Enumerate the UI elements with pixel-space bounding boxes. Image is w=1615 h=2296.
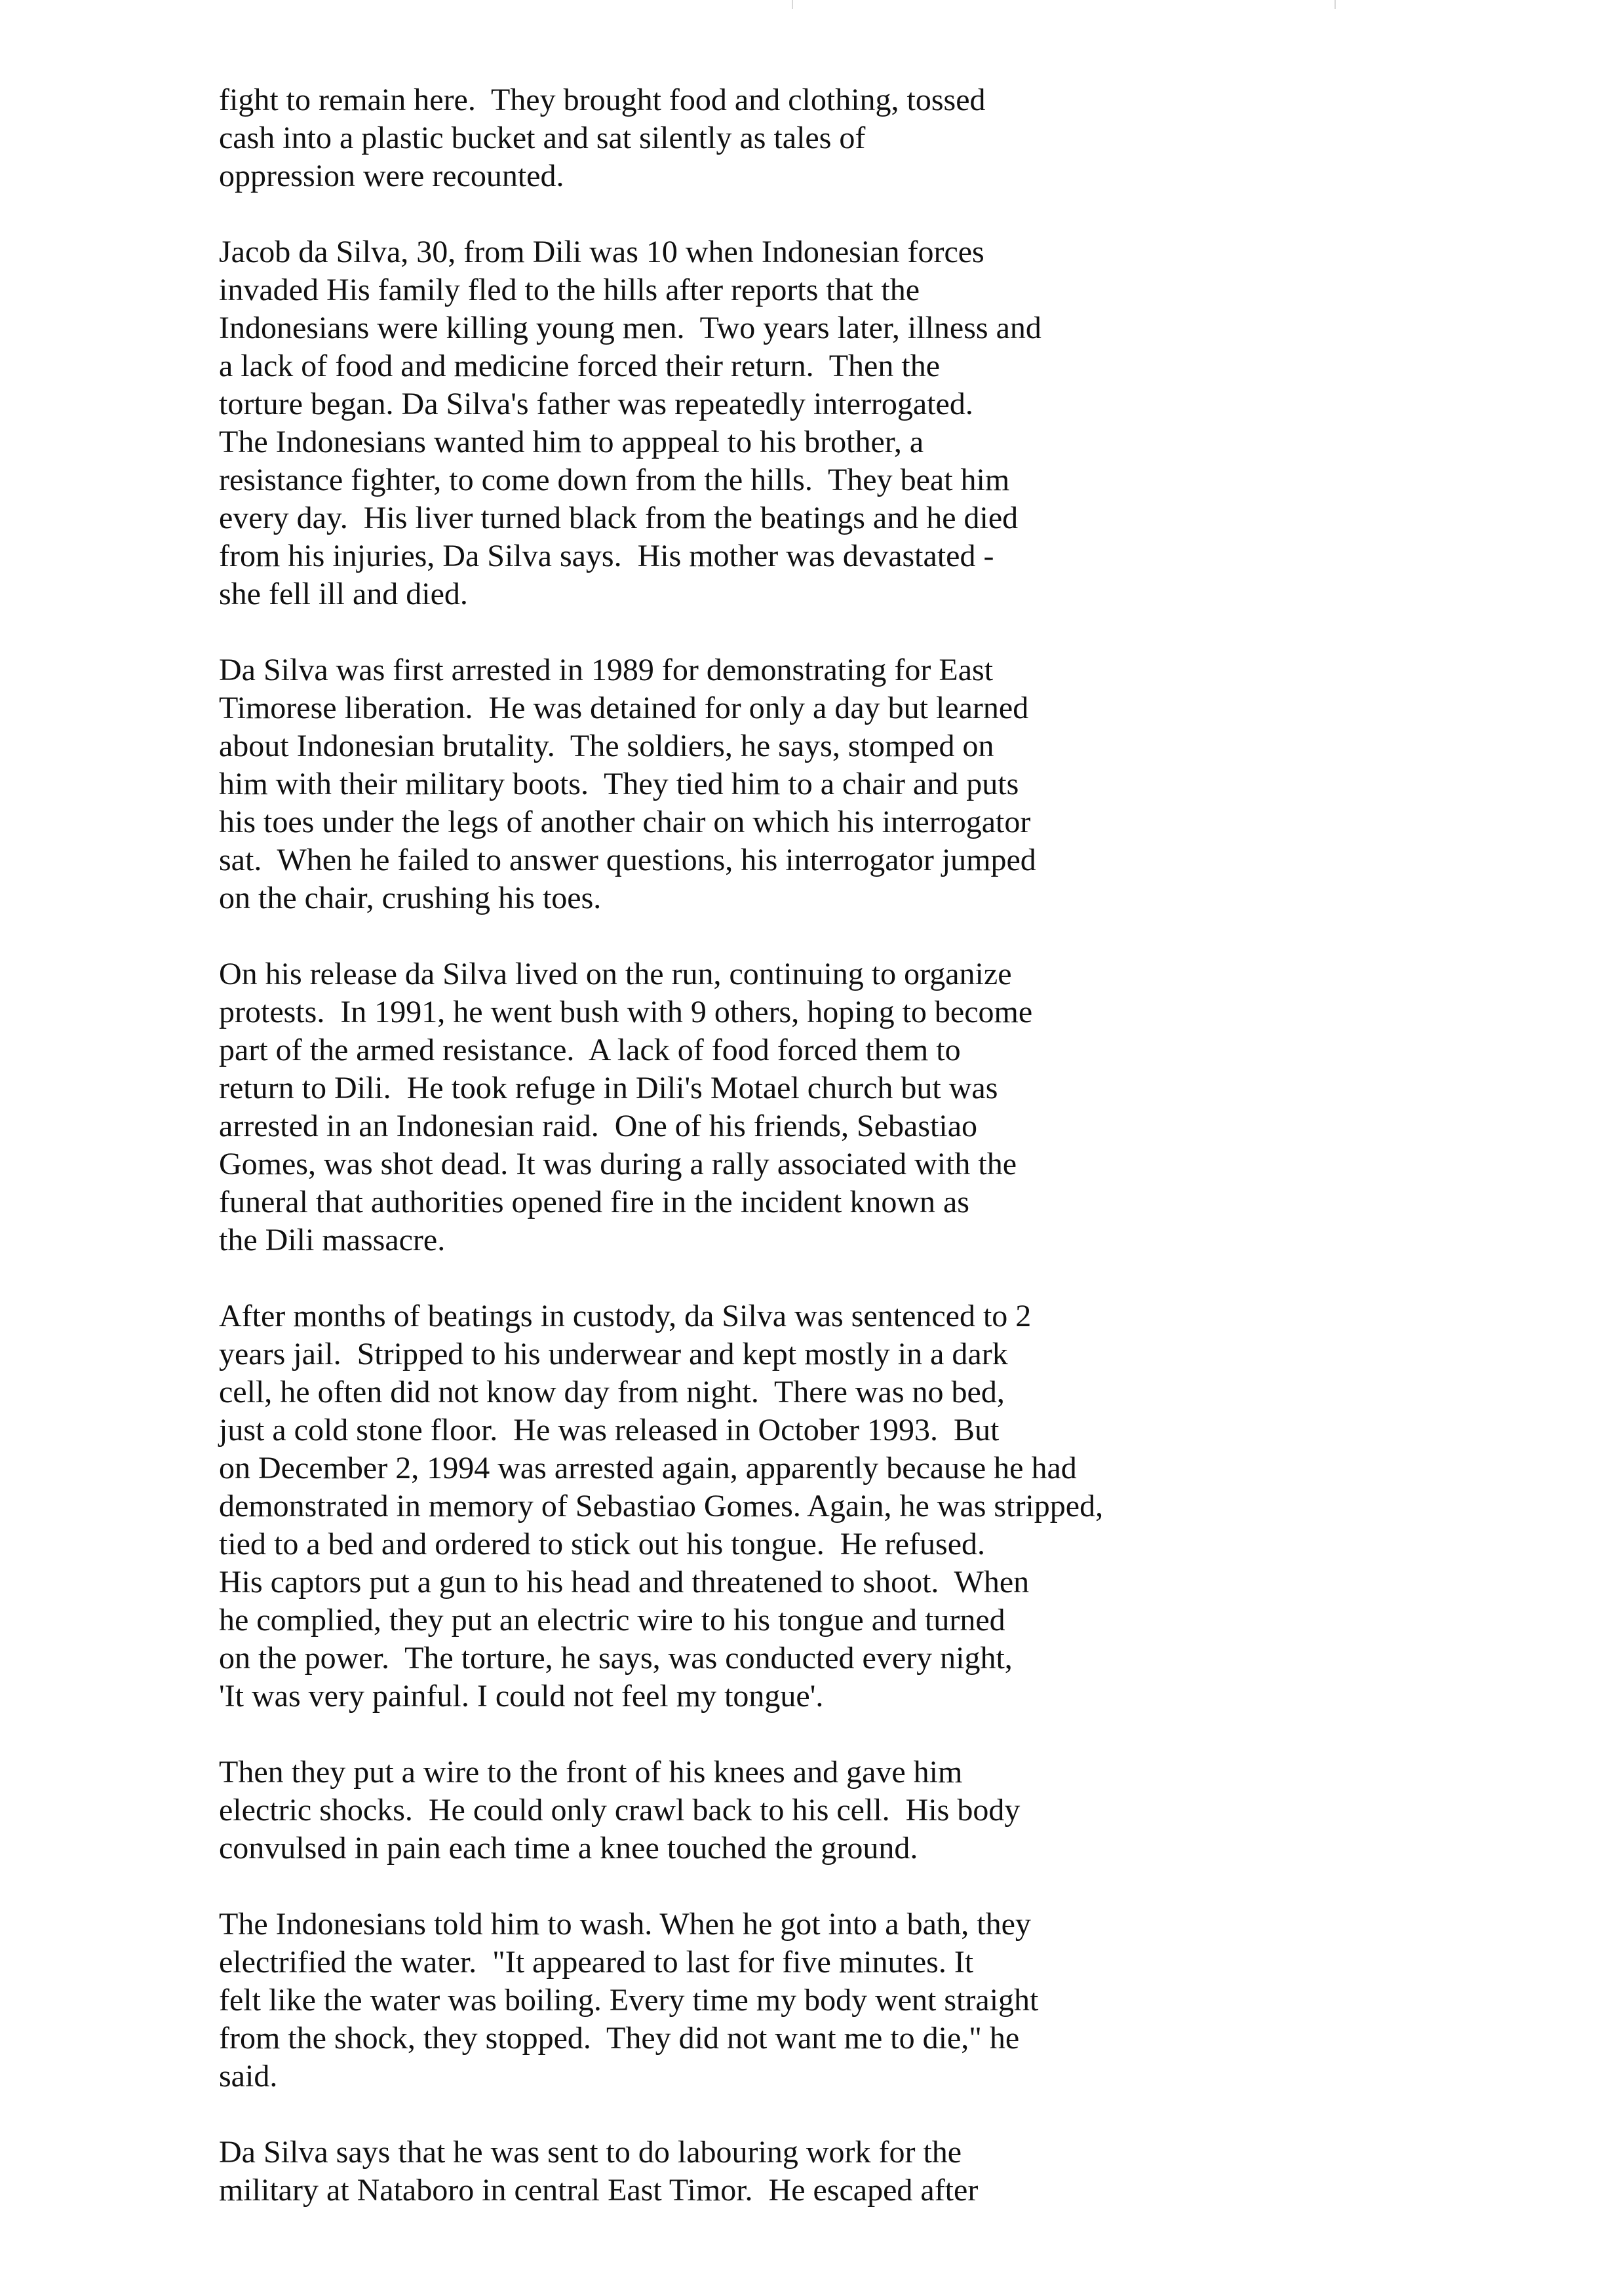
- text-line: he complied, they put an electric wire to his tongue and turned: [219, 1603, 1005, 1637]
- text-line: from his injuries, Da Silva says. His mother was devastated -: [219, 539, 994, 573]
- paragraph: [219, 81, 1477, 195]
- text-line: the Dili massacre.: [219, 1223, 446, 1257]
- paragraph: [219, 1753, 1477, 1867]
- text-line: protests. In 1991, he went bush with 9 others, hoping to become: [219, 995, 1033, 1029]
- text-line: tied to a bed and ordered to stick out his tongue. He refused.: [219, 1527, 986, 1561]
- text-line: On his release da Silva lived on the run, continuing to organize: [219, 957, 1012, 991]
- text-line: his toes under the legs of another chair on which his interrogator: [219, 805, 1031, 839]
- text-line: The Indonesians wanted him to apppeal to his brother, a: [219, 425, 924, 459]
- text-line: about Indonesian brutality. The soldiers, he says, stomped on: [219, 729, 994, 763]
- text-line: cash into a plastic bucket and sat silently as tales of: [219, 121, 866, 155]
- text-line: from the shock, they stopped. They did not want me to die," he: [219, 2021, 1020, 2056]
- document-body: [219, 81, 1477, 2248]
- text-line: 'It was very painful. I could not feel my tongue'.: [219, 1679, 824, 1713]
- text-line: demonstrated in memory of Sebastiao Gomes. Again, he was stripped,: [219, 1489, 1104, 1523]
- paragraph: [219, 1905, 1477, 2095]
- text-line: oppression were recounted.: [219, 159, 564, 193]
- text-line: years jail. Stripped to his underwear and kept mostly in a dark: [219, 1337, 1008, 1371]
- text-line: return to Dili. He took refuge in Dili's Motael church but was: [219, 1071, 998, 1105]
- text-line: a lack of food and medicine forced their return. Then the: [219, 349, 940, 383]
- text-line: on the chair, crushing his toes.: [219, 881, 602, 915]
- paragraph: [219, 955, 1477, 1259]
- text-line: Indonesians were killing young men. Two years later, illness and: [219, 311, 1041, 345]
- text-line: on December 2, 1994 was arrested again, apparently because he had: [219, 1451, 1077, 1485]
- text-line: sat. When he failed to answer questions, his interrogator jumped: [219, 843, 1036, 877]
- text-line: His captors put a gun to his head and threatened to shoot. When: [219, 1565, 1030, 1599]
- text-line: cell, he often did not know day from night. There was no bed,: [219, 1375, 1005, 1409]
- text-line: torture began. Da Silva's father was repeatedly interrogated.: [219, 387, 973, 421]
- text-line: resistance fighter, to come down from the hills. They beat him: [219, 463, 1010, 497]
- scan-mark: [792, 0, 793, 9]
- paragraph: [219, 2133, 1477, 2210]
- text-line: Gomes, was shot dead. It was during a rally associated with the: [219, 1147, 1017, 1181]
- text-line: invaded His family fled to the hills after reports that the: [219, 273, 920, 307]
- text-line: Da Silva says that he was sent to do labouring work for the: [219, 2135, 962, 2170]
- text-line: Da Silva was first arrested in 1989 for demonstrating for East: [219, 653, 994, 687]
- text-line: convulsed in pain each time a knee touched the ground.: [219, 1831, 918, 1866]
- paragraph: [219, 233, 1477, 613]
- text-line: military at Nataboro in central East Timor. He escaped after: [219, 2173, 979, 2208]
- text-line: fight to remain here. They brought food and clothing, tossed: [219, 83, 986, 117]
- text-line: just a cold stone floor. He was released in October 1993. But: [219, 1413, 1000, 1447]
- text-line: every day. His liver turned black from the beatings and he died: [219, 501, 1019, 535]
- paragraph: [219, 1297, 1477, 1715]
- paragraph: [219, 651, 1477, 917]
- text-line: part of the armed resistance. A lack of food forced them to: [219, 1033, 961, 1067]
- text-line: Timorese liberation. He was detained for only a day but learned: [219, 691, 1029, 725]
- text-line: funeral that authorities opened fire in the incident known as: [219, 1185, 969, 1219]
- text-line: arrested in an Indonesian raid. One of his friends, Sebastiao: [219, 1109, 977, 1143]
- text-line: electric shocks. He could only crawl back to his cell. His body: [219, 1793, 1021, 1827]
- text-line: him with their military boots. They tied him to a chair and puts: [219, 767, 1019, 801]
- text-line: she fell ill and died.: [219, 577, 468, 611]
- text-line: electrified the water. "It appeared to last for five minutes. It: [219, 1945, 974, 1980]
- scan-mark: [1334, 0, 1336, 9]
- text-line: Then they put a wire to the front of his knees and gave him: [219, 1755, 963, 1789]
- text-line: After months of beatings in custody, da Silva was sentenced to 2: [219, 1299, 1032, 1333]
- text-line: said.: [219, 2059, 278, 2094]
- text-line: felt like the water was boiling. Every time my body went straight: [219, 1983, 1039, 2018]
- text-line: on the power. The torture, he says, was conducted every night,: [219, 1641, 1013, 1675]
- text-line: The Indonesians told him to wash. When he got into a bath, they: [219, 1907, 1031, 1942]
- text-line: Jacob da Silva, 30, from Dili was 10 when Indonesian forces: [219, 235, 984, 269]
